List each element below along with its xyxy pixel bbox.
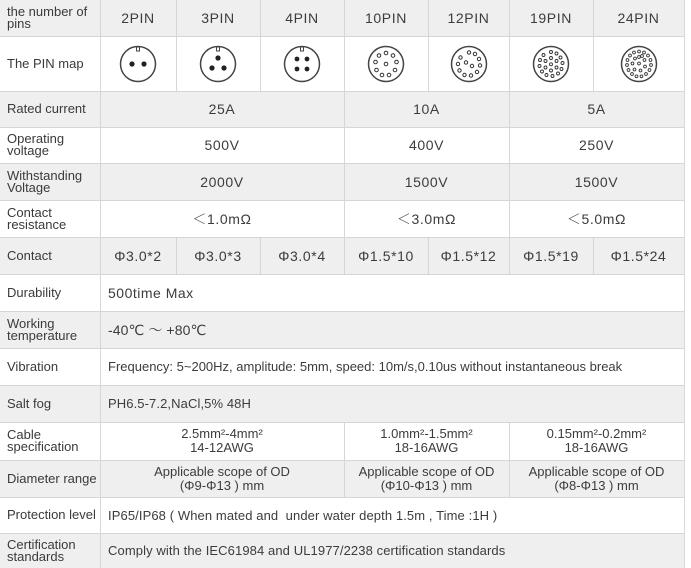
row-label-salt-fog: Salt fog — [7, 395, 52, 411]
pin-count-4: 4PIN — [285, 10, 319, 26]
row-label-vibration: Vibration — [7, 358, 59, 374]
row-durability — [0, 274, 684, 311]
rated-current-group-2: 10A — [413, 101, 440, 117]
row-label-cable-specification: Cable specification — [7, 427, 79, 454]
contact-10pin: Φ1.5*10 — [358, 247, 414, 264]
pin-count-24: 24PIN — [617, 10, 660, 26]
row-label-working-temperature: Working temperature — [7, 315, 78, 343]
diameter-range-group-1-text: Applicable scope of OD — [154, 463, 290, 479]
pin-count-3: 3PIN — [201, 10, 235, 26]
diameter-range-group-2 — [344, 460, 509, 497]
pin-map-2 — [100, 36, 176, 91]
operating-voltage-group-1: 500V — [204, 137, 240, 153]
pin-count-10: 10PIN — [365, 10, 407, 26]
cable-spec-group-2-size: 1.0mm²-1.5mm² — [380, 426, 473, 441]
2-pin-face-icon — [119, 45, 157, 83]
cable-spec-group-3-size: 0.15mm²-0.2mm² — [546, 426, 647, 441]
withstanding-voltage-group-3: 1500V — [574, 173, 619, 190]
contact-resistance-group-3: ＜5.0mΩ — [566, 210, 627, 227]
row-rated-current — [0, 91, 684, 127]
cable-spec-group-3 — [509, 422, 684, 460]
row-label-contact: Contact — [7, 247, 52, 263]
contact-2pin: Φ3.0*2 — [114, 247, 162, 264]
row-label-withstanding-voltage: Withstanding Voltage — [7, 167, 83, 195]
protection-level-value: IP65/IP68 ( When mated and under water depth 1.5m , Time :1H ) — [108, 507, 498, 523]
row-label-rated-current: Rated current — [7, 101, 86, 116]
row-label-durability: Durability — [7, 284, 62, 300]
contact-resistance-group-1: ＜1.0mΩ — [192, 210, 252, 227]
pin-count-19: 19PIN — [530, 10, 572, 26]
withstanding-voltage-group-2: 1500V — [404, 173, 449, 190]
row-diameter-range — [0, 460, 684, 497]
diameter-range-group-3-od: (Φ8-Φ13 ) mm — [554, 477, 639, 493]
operating-voltage-group-2: 400V — [408, 137, 445, 153]
row-cable-specification — [0, 422, 684, 460]
cable-spec-group-1-awg: 14-12AWG — [190, 440, 254, 455]
pin-map-12 — [428, 36, 509, 91]
contact-resistance-group-2: ＜3.0mΩ — [396, 210, 457, 227]
row-pin-count — [0, 0, 684, 36]
row-contact-resistance — [0, 200, 684, 237]
row-label-protection-level: Protection level — [7, 507, 96, 522]
diameter-range-group-2-od: (Φ10-Φ13 ) mm — [380, 477, 473, 493]
diameter-range-group-3 — [509, 460, 684, 497]
rated-current-group-1: 25A — [208, 101, 236, 117]
pin-map-4 — [260, 36, 344, 91]
12-pin-face-icon — [450, 45, 488, 83]
operating-voltage-group-3: 250V — [578, 137, 615, 153]
contact-3pin: Φ3.0*3 — [194, 247, 242, 264]
durability-value: 500time Max — [108, 284, 194, 301]
row-certification-standards — [0, 533, 684, 568]
row-label-operating-voltage: Operating voltage — [7, 131, 65, 158]
pin-map-10 — [344, 36, 428, 91]
pin-map-19 — [509, 36, 593, 91]
10-pin-face-icon — [367, 45, 405, 83]
cable-spec-group-2 — [344, 422, 509, 460]
working-temperature-value: -40℃ ～ +80℃ — [108, 321, 207, 338]
contact-4pin: Φ3.0*4 — [278, 247, 326, 264]
cable-spec-group-1-size: 2.5mm²-4mm² — [181, 426, 263, 441]
row-label-certification-standards: Certification standards — [7, 536, 76, 564]
diameter-range-group-3-text: Applicable scope of OD — [528, 463, 665, 479]
row-label-pin-count: the number of pins — [7, 4, 88, 31]
pin-count-2: 2PIN — [121, 10, 155, 26]
row-vibration — [0, 348, 684, 385]
4-pin-face-icon — [283, 45, 321, 83]
row-label-contact-resistance: Contact resistance — [7, 204, 67, 232]
row-contact — [0, 237, 684, 274]
salt-fog-value: PH6.5-7.2,NaCl,5% 48H — [108, 396, 251, 411]
pin-map-24 — [593, 36, 684, 91]
24-pin-face-icon — [620, 45, 658, 83]
cable-spec-group-3-awg: 18-16AWG — [564, 440, 629, 455]
row-label-pin-map: The PIN map — [7, 55, 84, 71]
row-salt-fog — [0, 385, 684, 422]
row-pin-map — [0, 36, 684, 91]
cable-spec-group-1 — [100, 422, 344, 460]
withstanding-voltage-group-1: 2000V — [200, 173, 244, 190]
contact-24pin: Φ1.5*24 — [610, 247, 667, 264]
row-operating-voltage — [0, 127, 684, 163]
diameter-range-group-1-od: (Φ9-Φ13 ) mm — [179, 477, 265, 493]
diameter-range-group-2-text: Applicable scope of OD — [358, 463, 495, 479]
row-label-diameter-range: Diameter range — [7, 470, 97, 486]
pin-count-12: 12PIN — [447, 10, 490, 26]
vibration-value: Frequency: 5~200Hz, amplitude: 5mm, speed: 10m/s,0.10us without instantaneous break — [108, 359, 623, 374]
row-protection-level — [0, 497, 684, 533]
rated-current-group-3: 5A — [587, 101, 606, 117]
certification-standards-value: Comply with the IEC61984 and UL1977/2238 certification standards — [108, 543, 506, 558]
3-pin-face-icon — [199, 45, 237, 83]
cable-spec-group-2-awg: 18-16AWG — [394, 440, 459, 455]
row-working-temperature — [0, 311, 684, 348]
contact-19pin: Φ1.5*19 — [523, 247, 579, 264]
19-pin-face-icon — [532, 45, 570, 83]
contact-12pin: Φ1.5*12 — [440, 247, 497, 264]
pin-map-3 — [176, 36, 260, 91]
diameter-range-group-1 — [100, 460, 344, 497]
row-withstanding-voltage — [0, 163, 684, 200]
